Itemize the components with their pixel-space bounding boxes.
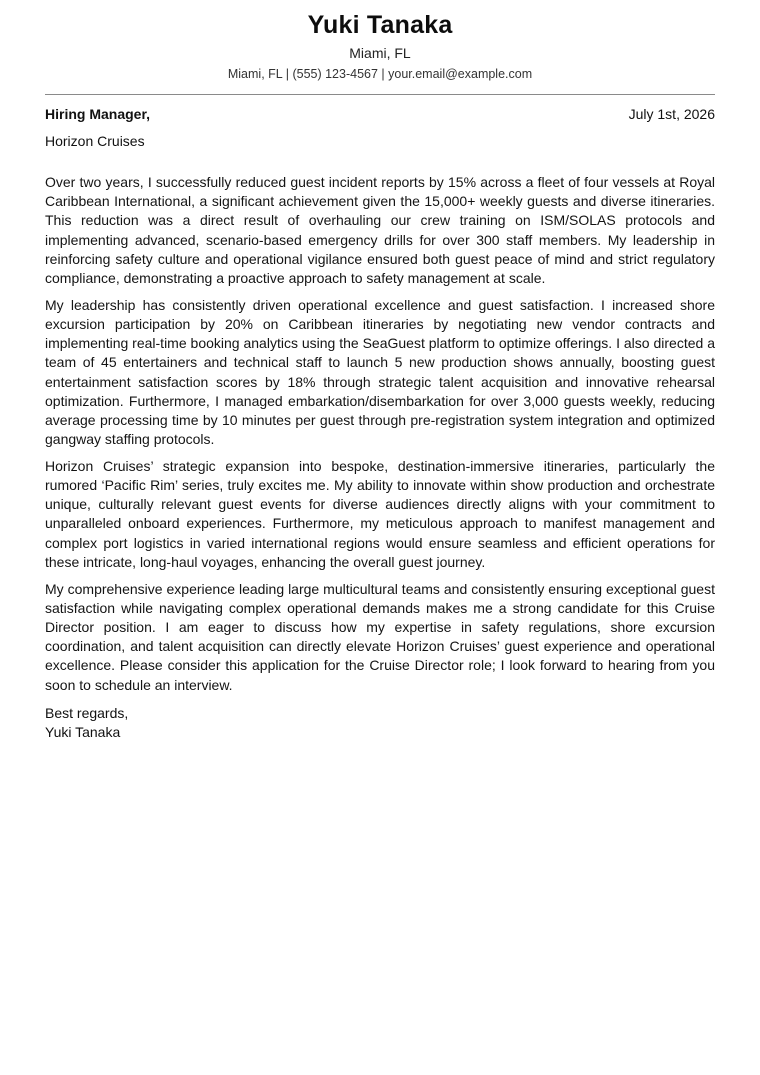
body-paragraph-2: My leadership has consistently driven operational excellence and guest satisfaction. I increased shore excursion participation by 20% on Caribbean itineraries by negotiating new vendor contracts and implementing real-time booking analytics using the SeaGuest platform to optimize offerings. I also directed a team of 45 entertainers and technical staff to launch 5 new production shows annually, boosting guest entertainment satisfaction scores by 18% through strategic talent acquisition and innovative rehearsal optimization. Furthermore, I managed embarkation/disembarkation for over 3,000 guests weekly, reducing average processing time by 10 minutes per guest through pre-registration system integration and optimized gangway staffing protocols. [45,296,715,448]
letter-body [45,173,715,695]
recipient-salutation: Hiring Manager, [45,106,151,122]
letter-header [45,0,715,82]
letter-closing [45,704,715,742]
body-paragraph-3: Horizon Cruises’ strategic expansion into bespoke, destination-immersive itineraries, particularly the rumored ‘Pacific Rim’ series, truly excites me. My ability to innovate within show production and orchestrate unique, culturally relevant guest events for diverse audiences directly aligns with your commitment to unparalleled onboard experiences. Furthermore, my meticulous approach to manifest management and complex port logistics in varied international regions would ensure seamless and efficient operations for these intricate, long-haul voyages, enhancing the overall guest journey. [45,457,715,570]
body-paragraph-4: My comprehensive experience leading large multicultural teams and consistently ensuring exceptional guest satisfaction while navigating complex operational demands makes me a strong candidate for this Cruise Director position. I am eager to discuss how my expertise in safety regulations, shore excursion coordination, and talent acquisition can directly elevate Horizon Cruises’ guest experience and operational excellence. Please consider this application for the Cruise Director role; I look forward to hearing from you soon to schedule an interview. [45,580,715,693]
recipient-row [45,105,715,123]
closing-signature: Yuki Tanaka [45,723,121,740]
header-divider [45,94,715,95]
applicant-contact-line: Miami, FL | (555) 123-4567 | your.email@example.com [227,67,533,81]
letter-date: July 1st, 2026 [628,106,715,122]
recipient-company: Horizon Cruises [45,133,145,149]
applicant-location: Miami, FL [349,45,411,61]
closing-signoff: Best regards, [45,704,129,721]
body-paragraph-1: Over two years, I successfully reduced guest incident reports by 15% across a fleet of four vessels at Royal Caribbean International, a significant achievement given the 15,000+ weekly guests and diverse itineraries. This reduction was a direct result of overhauling our crew training on ISM/SOLAS protocols and implementing advanced, scenario-based emergency drills for over 300 staff members. My leadership in reinforcing safety culture and operational vigilance ensured both guest peace of mind and strict regulatory compliance, demonstrating a proactive approach to safety management at scale. [45,174,715,287]
applicant-name: Yuki Tanaka [307,11,453,39]
